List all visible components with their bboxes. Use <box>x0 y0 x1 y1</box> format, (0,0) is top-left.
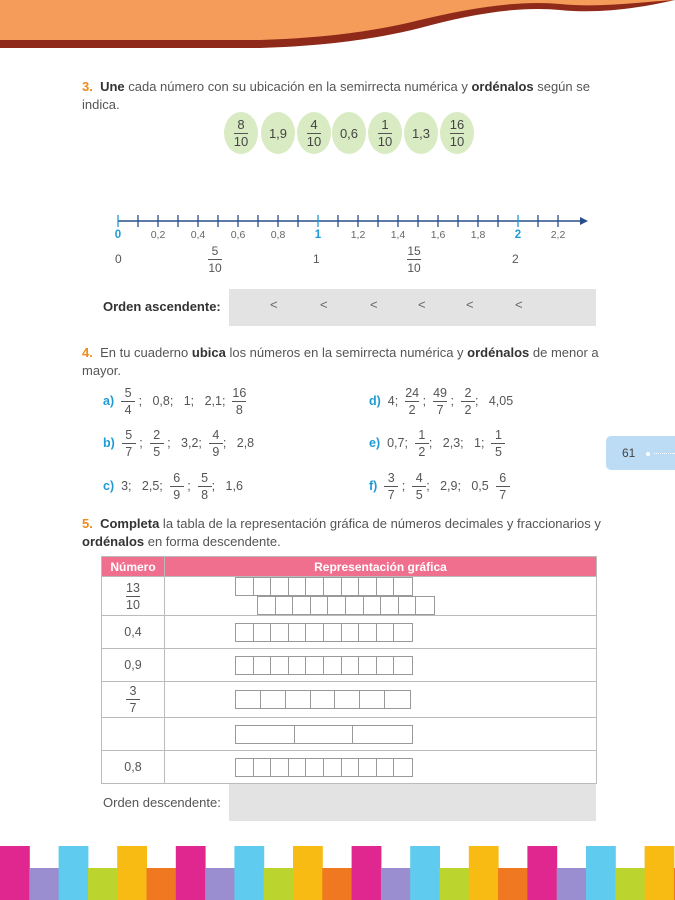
below-15: $\frac{15}{10}$ <box>407 244 421 275</box>
ex4-text-c: los números en la semirrecta numérica y <box>225 345 468 360</box>
bubble-2[interactable]: 1,9 <box>261 112 295 154</box>
axis-label: 0,8 <box>270 229 286 241</box>
bubble-3[interactable]: $\frac{4}{10}$ <box>297 112 331 154</box>
ex5-text-d: en forma descendente. <box>144 534 281 549</box>
stripe <box>645 846 675 900</box>
axis-label: 2 <box>514 229 522 241</box>
row-3-number: 0,9 <box>102 649 165 682</box>
stripe <box>176 846 206 900</box>
row-4-graph[interactable] <box>165 682 597 718</box>
row-6-graph[interactable] <box>165 751 597 784</box>
ex5-text-b: la tabla de la representación gráfica de números decimales y fraccionarios y <box>159 516 601 531</box>
stripe <box>527 846 557 900</box>
stripe <box>29 868 59 900</box>
ex4-number: 4. <box>82 345 93 360</box>
stripe <box>615 868 645 900</box>
axis-label: 1,2 <box>350 229 366 241</box>
axis-label: 1,4 <box>390 229 406 241</box>
stripe <box>498 868 528 900</box>
col-number-header: Número <box>102 557 165 577</box>
order-desc-box[interactable] <box>229 784 596 821</box>
ex4-e: e) 0,7; $\frac{1}{2}$ ; 2,3; 1; $\frac{1}{5}$ <box>369 428 505 459</box>
order-asc-label: Orden ascendente: <box>103 299 221 314</box>
lt-4: < <box>418 297 426 312</box>
axis-label: 0,6 <box>230 229 246 241</box>
page-number: 61 <box>622 446 636 460</box>
axis-arrow <box>580 217 588 225</box>
row-2-number: 0,4 <box>102 616 165 649</box>
order-desc-label: Orden descendente: <box>103 795 221 810</box>
stripe <box>205 868 235 900</box>
stripe <box>88 868 118 900</box>
stripe <box>381 868 411 900</box>
stripe <box>557 868 587 900</box>
ex5-text-c: ordénalos <box>82 534 145 549</box>
axis-label: 0,4 <box>190 229 206 241</box>
stripe <box>469 846 499 900</box>
stripe <box>264 868 294 900</box>
row-1-number: $\frac{13}{10}$ <box>102 577 165 616</box>
page-number-tab <box>606 436 675 470</box>
axis-label: 1,8 <box>470 229 486 241</box>
order-asc-box[interactable] <box>229 289 596 326</box>
ex3-text-a: Une <box>100 79 125 94</box>
ex5-number: 5. <box>82 516 93 531</box>
axis-label: 1,6 <box>430 229 446 241</box>
footer-stripes <box>0 846 675 900</box>
ex3-text-b: cada número con su ubicación en la semirrecta numérica y <box>124 79 472 94</box>
bubble-4[interactable]: 0,6 <box>332 112 366 154</box>
ex4-text-a: En tu cuaderno <box>100 345 192 360</box>
ex4-c: c) 3; 2,5; $\frac{6}{9}$ ; $\frac{5}{8}$ ; 1,6 <box>103 471 243 502</box>
lt-2: < <box>320 297 328 312</box>
lt-5: < <box>466 297 474 312</box>
stripe <box>234 846 264 900</box>
col-graph-header: Representación gráfica <box>165 557 597 577</box>
ex4-text-e: de menor a mayor. <box>82 345 599 378</box>
row-5-number[interactable] <box>102 718 165 751</box>
header-banner <box>0 0 675 58</box>
stripe <box>440 868 470 900</box>
below-0: 0 <box>115 252 122 266</box>
ex3-text-c: ordénalos <box>471 79 534 94</box>
below-2: 2 <box>512 252 519 266</box>
axis-label: 2,2 <box>550 229 566 241</box>
axis-label: 0,2 <box>150 229 166 241</box>
ex5-instruction <box>82 515 602 551</box>
lt-6: < <box>515 297 523 312</box>
stripe <box>117 846 147 900</box>
lt-3: < <box>370 297 378 312</box>
row-1-graph[interactable] <box>165 577 597 616</box>
bubble-7[interactable]: $\frac{16}{10}$ <box>440 112 474 154</box>
ex3-instruction <box>82 78 602 114</box>
row-6-number: 0,8 <box>102 751 165 784</box>
row-2-graph[interactable] <box>165 616 597 649</box>
ex5-text-a: Completa <box>100 516 160 531</box>
stripe <box>410 846 440 900</box>
stripe <box>59 846 89 900</box>
representation-table <box>101 556 597 784</box>
ex4-a: a) $\frac{5}{4}$ ; 0,8; 1; 2,1; $\frac{16}{8}$ <box>103 386 247 417</box>
ex3-text-d: según se indica. <box>82 79 590 112</box>
bubble-6[interactable]: 1,3 <box>404 112 438 154</box>
row-5-graph[interactable] <box>165 718 597 751</box>
row-4-number: $\frac{3}{7}$ <box>102 682 165 718</box>
ex4-f: f) $\frac{3}{7}$ ; $\frac{4}{5}$ ; 2,9; 0,5 $\frac{6}{7}$ <box>369 471 510 502</box>
stripe <box>293 846 323 900</box>
bubble-1[interactable]: $\frac{8}{10}$ <box>224 112 258 154</box>
axis-label: 0 <box>114 229 122 241</box>
ex4-text-b: ubica <box>191 345 226 360</box>
lt-1: < <box>270 297 278 312</box>
ex4-d: d) 4; $\frac{24}{2}$ ; $\frac{49}{7}$ ; $\frac{2}{2}$ ; 4,05 <box>369 386 514 417</box>
row-3-graph[interactable] <box>165 649 597 682</box>
ex4-text-d: ordénalos <box>467 345 530 360</box>
bubble-5[interactable]: $\frac{1}{10}$ <box>368 112 402 154</box>
below-1: 1 <box>313 252 320 266</box>
stripe <box>352 846 382 900</box>
axis-label: 1 <box>314 229 322 241</box>
below-half: $\frac{5}{10}$ <box>208 244 222 275</box>
ex3-number: 3. <box>82 79 93 94</box>
stripe <box>322 868 352 900</box>
stripe <box>0 846 30 900</box>
stripe <box>586 846 616 900</box>
ex4-b: b) $\frac{5}{7}$ ; $\frac{2}{5}$ ; 3,2; $\frac{4}{9}$ ; 2,8 <box>103 428 255 459</box>
ex4-instruction <box>82 344 602 380</box>
stripe <box>147 868 177 900</box>
